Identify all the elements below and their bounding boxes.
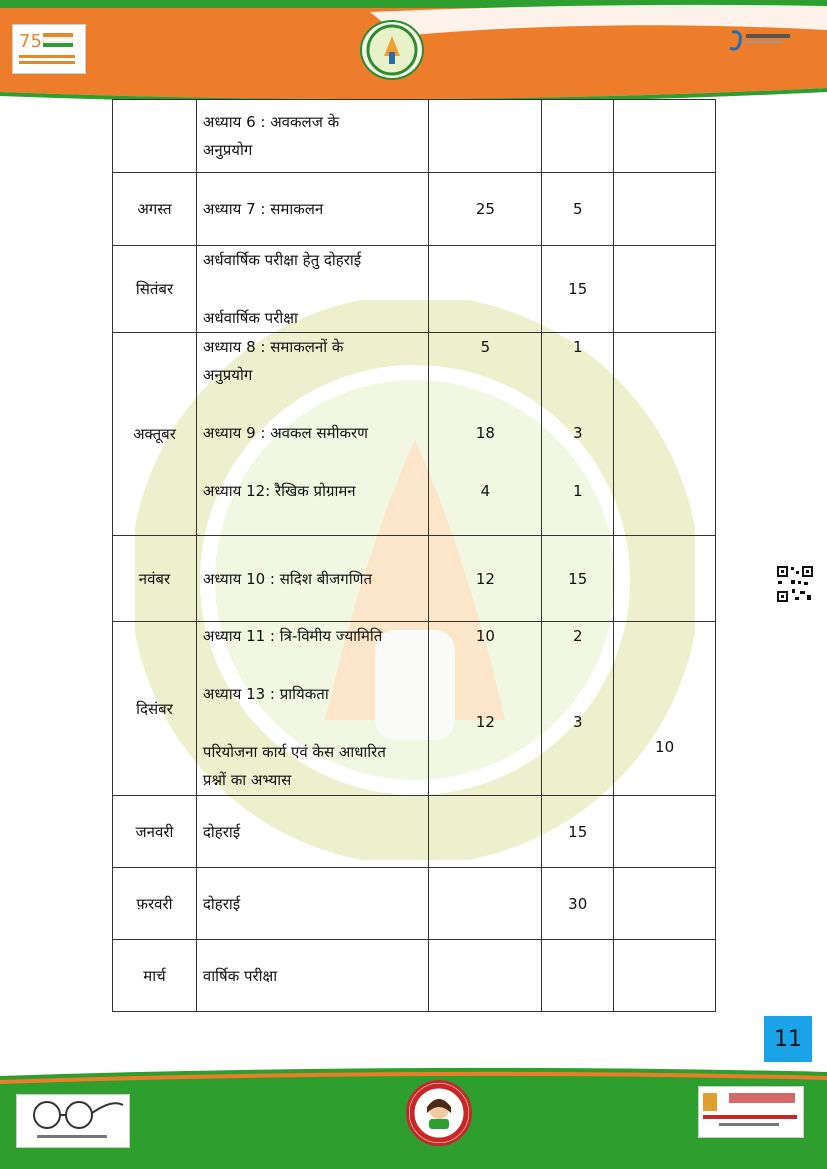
table-row	[113, 868, 716, 940]
topic-cell	[196, 622, 429, 796]
topic-line: अध्याय 7 : समाकलन	[202, 200, 324, 218]
value-cell	[429, 246, 542, 333]
table-row	[113, 536, 716, 622]
svg-text:75: 75	[19, 31, 42, 52]
topic-line: अध्याय 10 : सदिश बीजगणित	[202, 569, 373, 588]
month-cell: दिसंबर	[113, 622, 197, 796]
month-cell: नवंबर	[113, 536, 197, 622]
topic-line: अध्याय 9 : अवकल समीकरण	[202, 424, 368, 442]
value-cell	[429, 940, 542, 1012]
value-cell: 15	[542, 246, 614, 333]
month-cell: जनवरी	[113, 796, 197, 868]
topic-line: अध्याय 12: रैखिक प्रोग्रामन	[202, 482, 356, 500]
topic-line: अध्याय 13 : प्रायिकता	[202, 685, 329, 703]
topic-cell	[196, 100, 429, 173]
topic-line: अर्धवार्षिक परीक्षा	[202, 309, 298, 327]
value-cell	[614, 333, 716, 536]
value-cell: 25	[429, 173, 542, 246]
topic-line: अध्याय 6 : अवकलज के	[202, 113, 340, 131]
topic-line: अनुप्रयोग	[202, 141, 253, 159]
value-cell: 10	[614, 622, 716, 796]
topic-line: अनुप्रयोग	[202, 366, 253, 384]
value-cell	[429, 796, 542, 868]
value-line: 1	[572, 338, 583, 356]
value-line: 18	[475, 424, 495, 442]
value-cell	[429, 622, 542, 796]
table-row	[113, 173, 716, 246]
page-footer	[0, 1066, 827, 1169]
value-line: 3	[572, 713, 583, 731]
value-cell	[542, 100, 614, 173]
table-row	[113, 796, 716, 868]
table-row	[113, 622, 716, 796]
azadi-amrit-mahotsav-logo-icon	[12, 24, 86, 74]
value-cell: 15	[542, 796, 614, 868]
value-line: 12	[475, 713, 495, 731]
value-cell	[614, 796, 716, 868]
month-cell: मार्च	[113, 940, 197, 1012]
topic-line: प्रश्नों का अभ्यास	[202, 771, 292, 789]
syllabus-table	[112, 99, 716, 1012]
page-header	[0, 0, 827, 100]
topic-cell	[196, 246, 429, 333]
swachh-bharat-logo-icon	[16, 1094, 130, 1148]
value-line: 4	[480, 482, 491, 500]
value-line: 10	[475, 627, 495, 645]
value-cell	[429, 333, 542, 536]
value-cell: 12	[429, 536, 542, 622]
month-cell: सितंबर	[113, 246, 197, 333]
value-cell	[614, 940, 716, 1012]
value-cell	[614, 536, 716, 622]
value-line: 5	[480, 338, 491, 356]
value-cell	[542, 940, 614, 1012]
value-cell	[542, 622, 614, 796]
value-line: 2	[572, 627, 583, 645]
month-cell: अगस्त	[113, 173, 197, 246]
value-cell	[614, 100, 716, 173]
topic-cell	[196, 536, 429, 622]
month-cell: फ़रवरी	[113, 868, 197, 940]
topic-line: वार्षिक परीक्षा	[202, 966, 278, 985]
shiksha-ka-adhikar-logo-icon	[698, 1086, 804, 1138]
table-row	[113, 246, 716, 333]
topic-cell	[196, 940, 429, 1012]
value-cell	[614, 173, 716, 246]
page-number: 11	[764, 1016, 812, 1062]
table-row	[113, 333, 716, 536]
topic-line: परियोजना कार्य एवं केस आधारित	[202, 743, 386, 761]
topic-cell	[196, 796, 429, 868]
hbse-board-emblem-icon	[360, 20, 424, 80]
topic-line: दोहराई	[202, 894, 241, 913]
value-cell	[429, 868, 542, 940]
value-cell	[614, 246, 716, 333]
value-line: 3	[572, 424, 583, 442]
value-cell	[429, 100, 542, 173]
value-line: 1	[572, 482, 583, 500]
value-cell	[542, 333, 614, 536]
month-cell: अक्तूबर	[113, 333, 197, 536]
value-cell	[614, 868, 716, 940]
table-row	[113, 100, 716, 173]
beti-bachao-beti-padhao-logo-icon	[406, 1080, 472, 1146]
topic-line: अर्धवार्षिक परीक्षा हेतु दोहराई	[202, 251, 362, 269]
value-cell: 30	[542, 868, 614, 940]
topic-cell	[196, 173, 429, 246]
value-cell: 15	[542, 536, 614, 622]
topic-line: दोहराई	[202, 822, 241, 841]
qr-code-icon[interactable]	[776, 565, 814, 603]
digital-india-logo-icon	[726, 26, 796, 56]
value-cell: 5	[542, 173, 614, 246]
topic-line: अध्याय 11 : त्रि-विमीय ज्यामिति	[202, 627, 383, 645]
topic-cell	[196, 868, 429, 940]
topic-cell	[196, 333, 429, 536]
month-cell	[113, 100, 197, 173]
topic-line: अध्याय 8 : समाकलनों के	[202, 338, 344, 356]
table-row	[113, 940, 716, 1012]
